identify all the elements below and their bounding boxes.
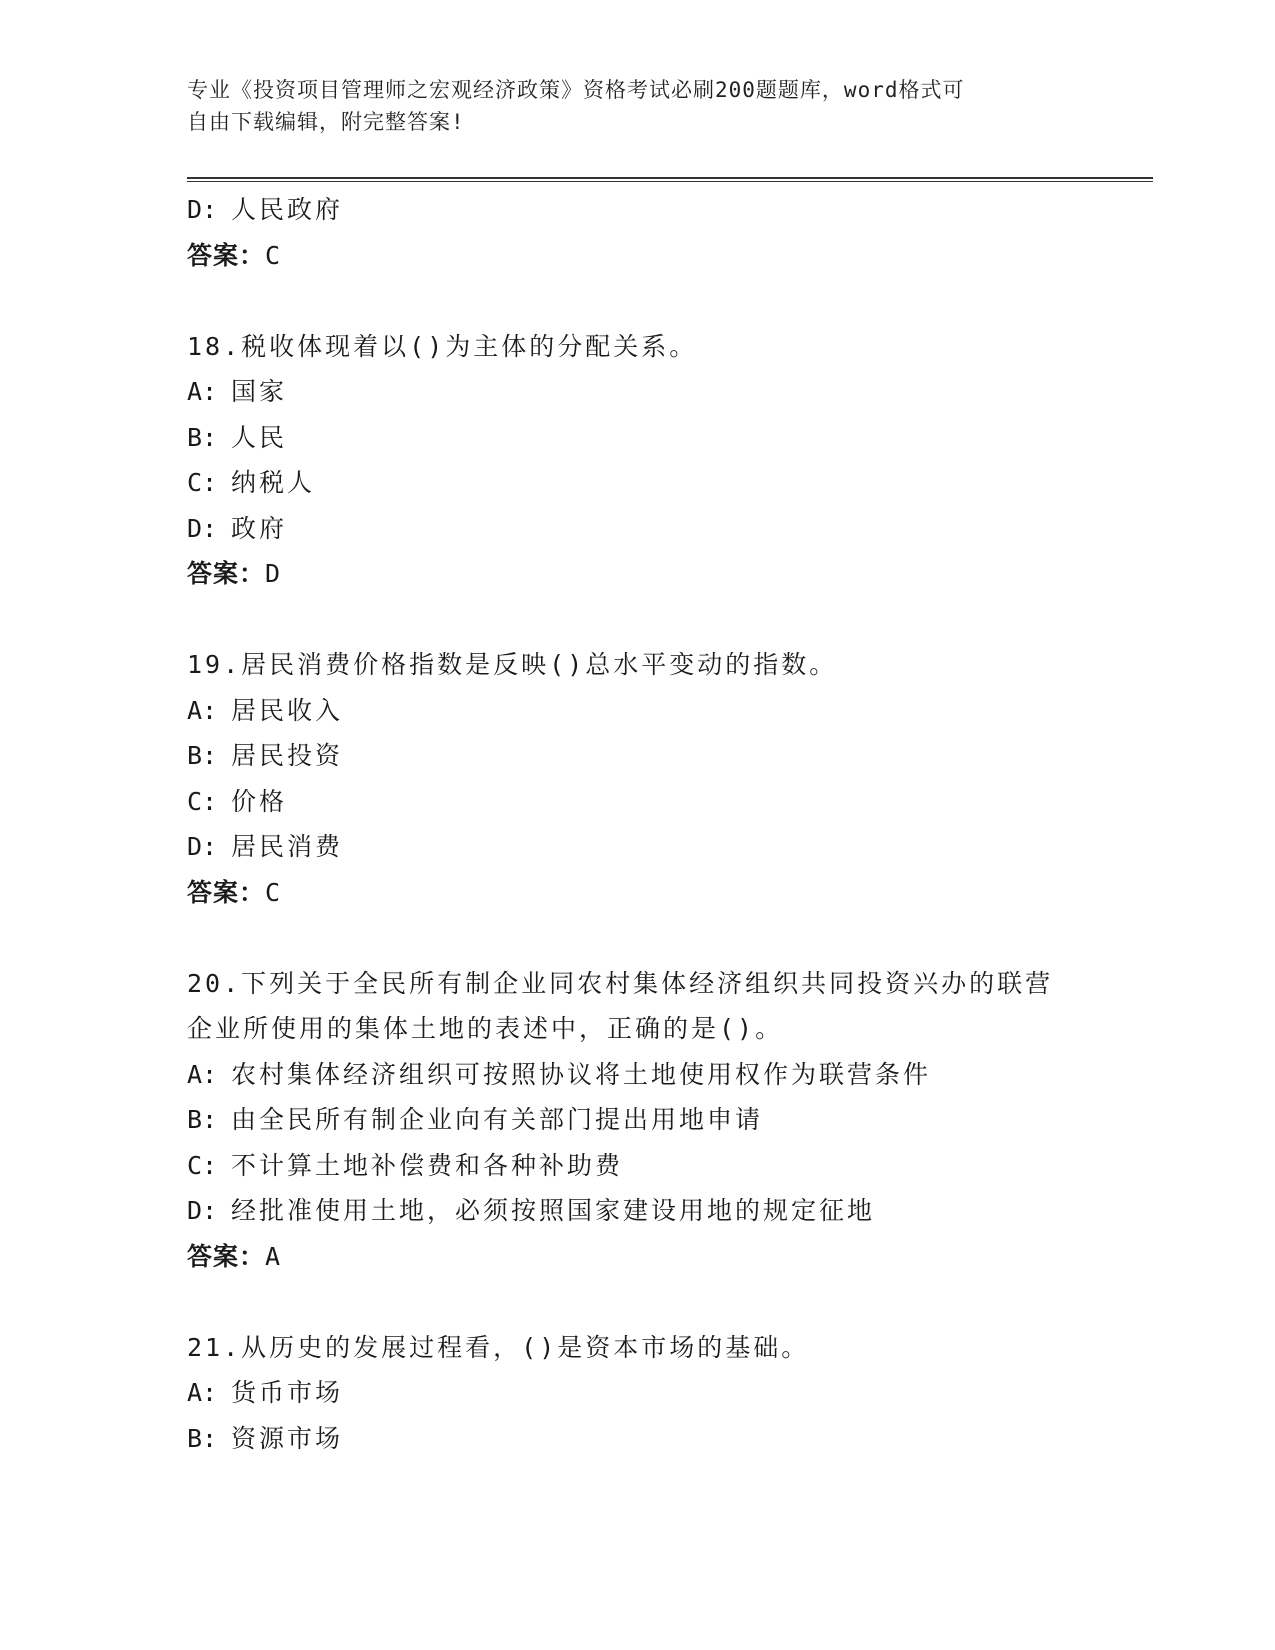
answer-line: 答案：A xyxy=(187,1241,282,1271)
option-b: B: 人民 xyxy=(187,422,288,452)
header-divider xyxy=(187,177,1153,182)
option-d: D: 人民政府 xyxy=(187,195,344,224)
answer-line: 答案：D xyxy=(187,559,282,588)
question-body xyxy=(187,187,1087,1461)
option-b: B: 资源市场 xyxy=(187,1423,344,1453)
option-a: A: 货币市场 xyxy=(187,1378,344,1407)
question-stem: 20.下列关于全民所有制企业同农村集体经济组织共同投资兴办的联营 xyxy=(187,968,1054,998)
option-d: D: 经批准使用土地，必须按照国家建设用地的规定征地 xyxy=(187,1196,876,1225)
option-c: C: 不计算土地补偿费和各种补助费 xyxy=(187,1150,624,1180)
answer-line: 答案：C xyxy=(187,240,282,270)
header-line-2: 自由下载编辑，附完整答案! xyxy=(187,110,465,134)
option-d: D: 居民消费 xyxy=(187,832,344,861)
question-stem: 19.居民消费价格指数是反映()总水平变动的指数。 xyxy=(187,650,838,679)
option-a: A: 国家 xyxy=(187,377,288,406)
option-a: A: 农村集体经济组织可按照协议将土地使用权作为联营条件 xyxy=(187,1059,932,1089)
option-c: C: 纳税人 xyxy=(187,468,316,497)
option-c: C: 价格 xyxy=(187,786,288,816)
question-stem-continued: 企业所使用的集体土地的表述中，正确的是()。 xyxy=(187,1014,784,1043)
option-b: B: 居民投资 xyxy=(187,741,344,770)
question-stem: 18.税收体现着以()为主体的分配关系。 xyxy=(187,331,698,361)
answer-line: 答案：C xyxy=(187,877,282,907)
header-line-1: 专业《投资项目管理师之宏观经济政策》资格考试必刷200题题库，word格式可 xyxy=(187,78,965,102)
question-stem: 21.从历史的发展过程看，()是资本市场的基础。 xyxy=(187,1332,810,1362)
option-a: A: 居民收入 xyxy=(187,695,344,725)
page-header xyxy=(187,74,1067,138)
option-d: D: 政府 xyxy=(187,513,288,543)
option-b: B: 由全民所有制企业向有关部门提出用地申请 xyxy=(187,1105,764,1134)
